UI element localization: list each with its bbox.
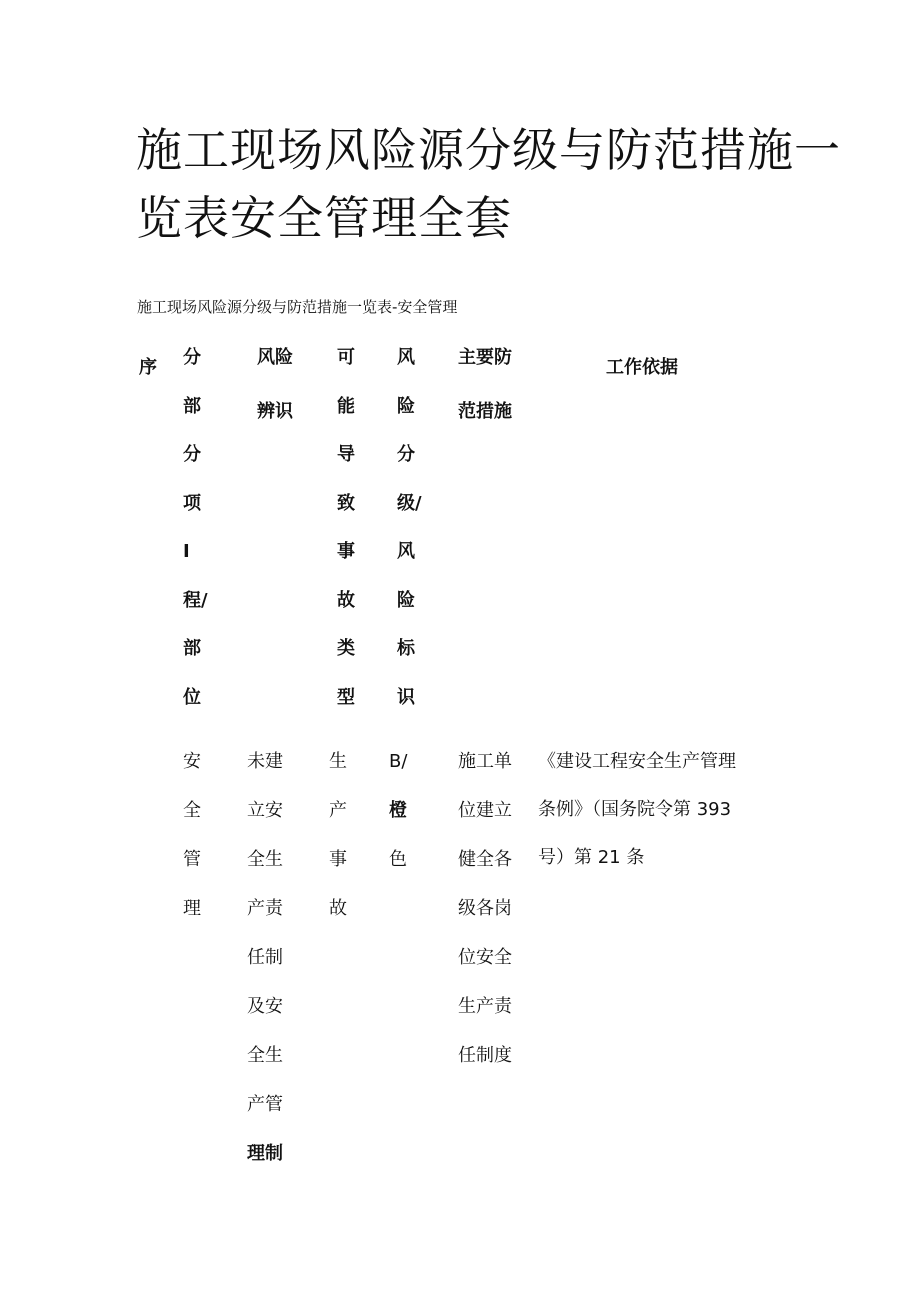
cell-text: 橙 [389,800,407,821]
cell-text: 生产责 [458,996,512,1017]
cell-text: 理 [183,898,201,919]
header-risk-line: 辨识 [257,401,293,422]
cell-text: 理制 [247,1143,283,1164]
header-level-char: 险 [397,589,415,611]
cell-text: 任制 [247,947,283,968]
cell-text: 事 [329,849,347,870]
cell-text: 色 [389,849,407,870]
cell-text: 全生 [247,1045,283,1066]
cell-text: 条例》（国务院令第 393 [538,799,732,820]
cell-accident [329,750,347,946]
header-branch-char: 位 [183,686,201,708]
header-branch-char: 部 [183,638,201,659]
cell-text: 全 [183,800,201,821]
header-branch-char: I [183,541,190,562]
header-risk-level [397,346,422,734]
document-title [136,116,841,252]
cell-text: 全生 [247,849,283,870]
cell-text: B/ [389,751,408,772]
header-level-char: 险 [397,395,415,417]
cell-text: 未建 [247,751,283,772]
cell-branch [183,750,201,946]
cell-text: 健全各 [458,849,512,870]
header-accident-char: 事 [337,541,355,562]
header-accident-char: 型 [337,686,355,708]
header-accident-type [337,346,355,734]
header-level-char: 分 [397,444,415,465]
header-accident-char: 能 [337,395,355,417]
cell-text: 生 [329,751,347,772]
header-branch-char: 程/ [183,589,208,611]
cell-text: 位安全 [458,947,512,968]
cell-text: 故 [329,898,347,919]
header-level-char: 风 [397,541,415,562]
cell-measures [458,750,512,1093]
cell-text: 施工单 [458,751,512,772]
header-risk-identification [257,346,293,454]
cell-text: 位建立 [458,800,512,821]
cell-level [389,750,407,897]
cell-text: 立安 [247,800,283,821]
header-branch-char: 分 [183,347,201,368]
header-branch-project [183,346,208,734]
header-accident-char: 类 [337,638,355,659]
document-title-line-2: 览表安全管理全套 [136,191,512,245]
cell-text: 产管 [247,1094,283,1115]
header-branch-char: 部 [183,395,201,417]
cell-text: 及安 [247,996,283,1017]
cell-text: 号）第 21 条 [538,847,645,868]
header-accident-char: 致 [337,492,355,514]
header-branch-char: 项 [183,492,201,514]
header-measures-line: 主要防 [458,347,512,368]
header-accident-char: 导 [337,444,355,465]
document-title-line-1: 施工现场风险源分级与防范措施一 [136,123,841,177]
header-accident-char: 故 [337,589,355,611]
header-measures-line: 范措施 [458,401,512,422]
header-branch-char: 分 [183,444,201,465]
cell-risk [247,750,283,1191]
header-seq: 序 [139,357,157,378]
header-level-char: 级/ [397,492,422,514]
cell-text: 产 [329,800,347,821]
cell-text: 《建设工程安全生产管理 [538,751,736,772]
cell-text: 安 [183,751,201,772]
header-work-basis: 工作依据 [606,357,678,378]
cell-text: 任制度 [458,1045,512,1066]
header-accident-char: 可 [337,347,355,368]
header-main-measures [458,346,512,454]
document-subtitle: 施工现场风险源分级与防范措施一览表-安全管理 [137,298,458,316]
header-risk-line: 风险 [257,347,293,368]
header-level-char: 风 [397,347,415,368]
header-level-char: 识 [397,686,415,708]
cell-text: 产责 [247,898,283,919]
cell-text: 级各岗 [458,898,512,919]
header-level-char: 标 [397,638,415,659]
cell-basis [538,750,768,894]
cell-text: 管 [183,849,201,870]
